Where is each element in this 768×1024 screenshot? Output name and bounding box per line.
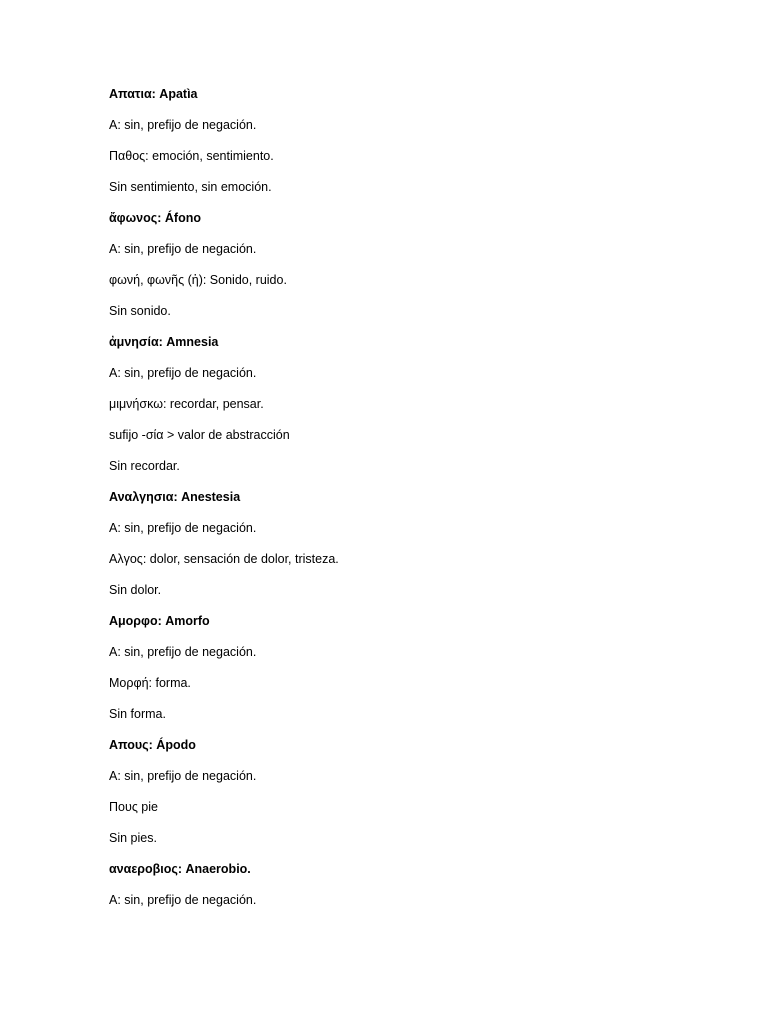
text-line: Sin sentimiento, sin emoción. [109, 180, 272, 194]
text-line: Παθος: emoción, sentimiento. [109, 149, 274, 163]
text-line: A: sin, prefijo de negación. [109, 118, 257, 132]
text-line: Sin forma. [109, 707, 166, 721]
text-line: A: sin, prefijo de negación. [109, 645, 257, 659]
term-heading: Αμορφο: Amorfo [109, 614, 210, 628]
text-line: μιμνήσκω: recordar, pensar. [109, 397, 264, 411]
text-line: Sin dolor. [109, 583, 162, 597]
text-line: Αλγος: dolor, sensación de dolor, tristeza. [109, 552, 339, 566]
text-line: A: sin, prefijo de negación. [109, 242, 257, 256]
text-line: A: sin, prefijo de negación. [109, 893, 257, 907]
term-heading: Απους: Ápodo [109, 738, 196, 752]
term-heading: αναεροβιος: Anaerobio. [109, 862, 251, 876]
text-line: Μορφή: forma. [109, 676, 191, 690]
text-line: Sin pies. [109, 831, 157, 845]
text-line: Sin recordar. [109, 459, 180, 473]
text-line: A: sin, prefijo de negación. [109, 521, 257, 535]
text-line: sufijo -σία > valor de abstracción [109, 428, 290, 442]
term-heading: Απατια: Apatìa [109, 87, 198, 101]
term-heading: ἀμνησία: Amnesia [109, 335, 219, 349]
text-line: φωνή, φωνῆς (ἡ): Sonido, ruido. [109, 273, 287, 287]
term-heading: ἄφωνος: Áfono [109, 211, 202, 225]
text-line: A: sin, prefijo de negación. [109, 366, 257, 380]
text-line: Πους pie [109, 800, 158, 814]
text-line: A: sin, prefijo de negación. [109, 769, 257, 783]
document-body [109, 85, 709, 922]
term-heading: Αναλγησια: Anestesia [109, 490, 241, 504]
text-line: Sin sonido. [109, 304, 171, 318]
